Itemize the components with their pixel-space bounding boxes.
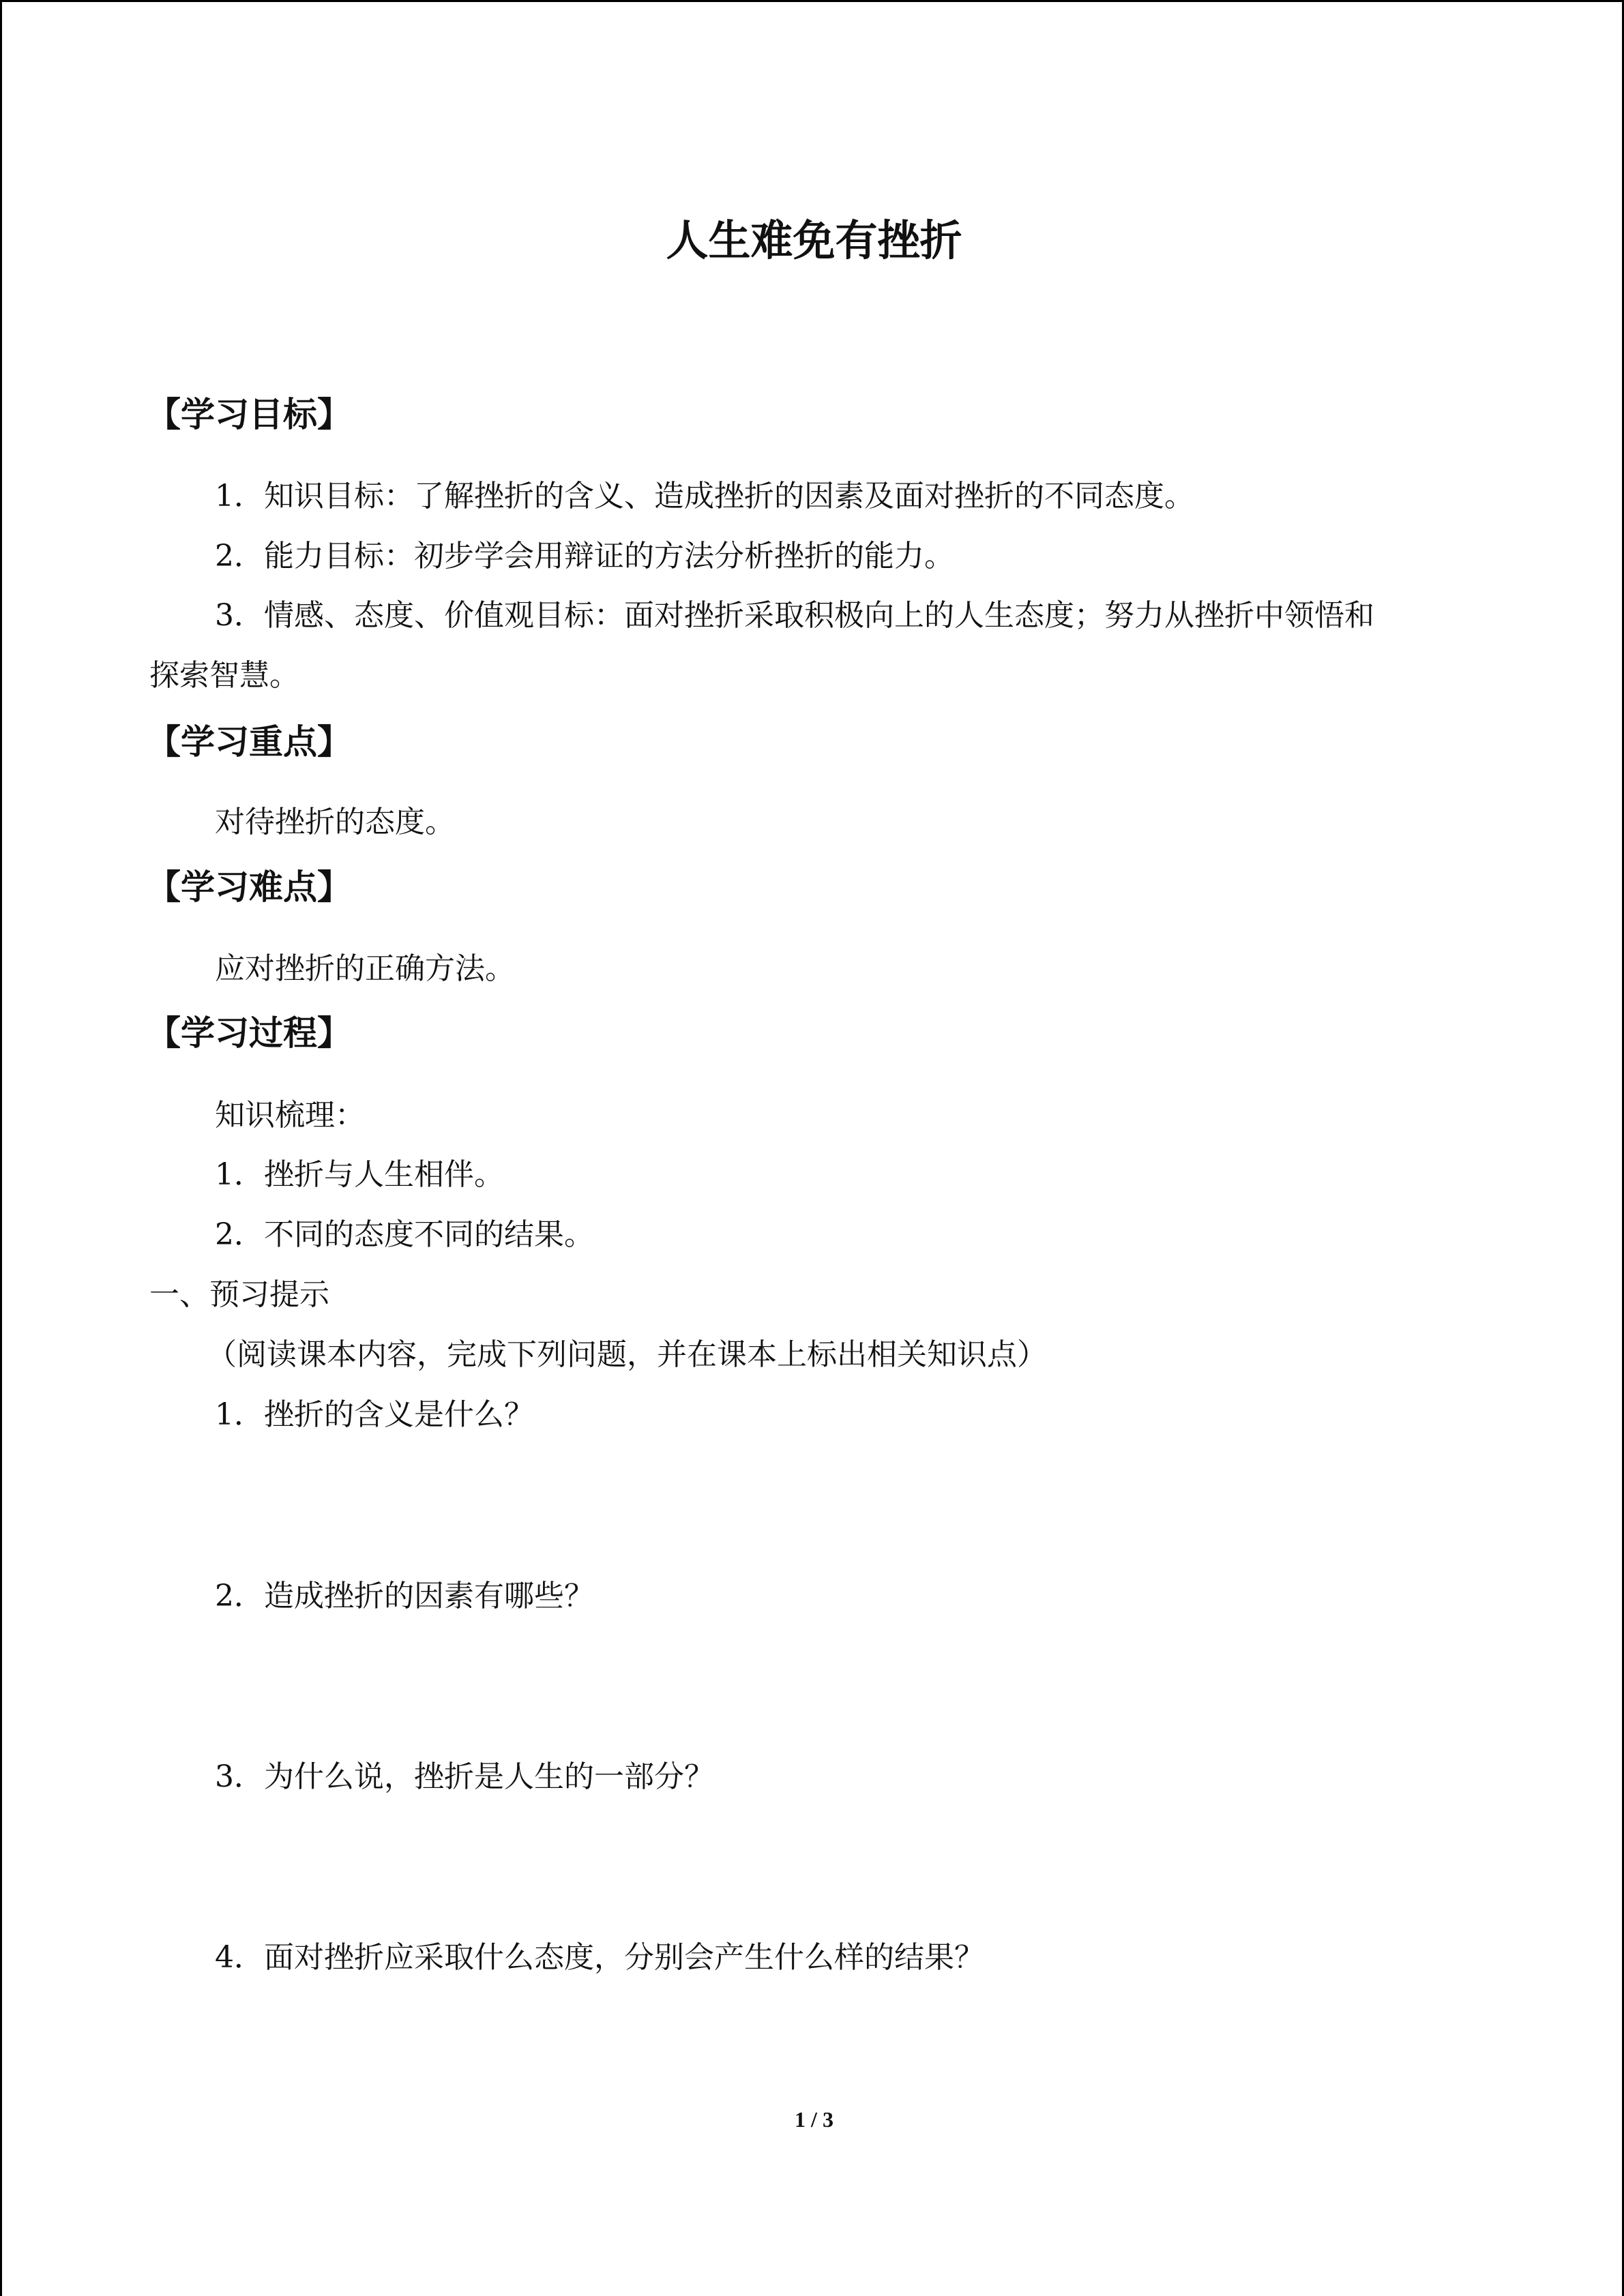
goal-item: 1．知识目标：了解挫折的含义、造成挫折的因素及面对挫折的不同态度。	[215, 479, 1194, 513]
process-item: 1．挫折与人生相伴。	[215, 1157, 504, 1192]
process-intro: 知识梳理：	[215, 1098, 365, 1133]
page-indicator: 1 / 3	[795, 2107, 833, 2132]
page-title: 人生难免有挫折	[666, 215, 962, 265]
preview-heading: 一、预习提示	[149, 1277, 329, 1312]
goal-item: 2．能力目标：初步学会用辩证的方法分析挫折的能力。	[215, 539, 954, 573]
preview-question: 3．为什么说，挫折是人生的一部分？	[215, 1759, 714, 1794]
preview-question: 2．造成挫折的因素有哪些？	[215, 1579, 594, 1613]
preview-question: 1．挫折的含义是什么？	[215, 1397, 534, 1432]
process-item: 2．不同的态度不同的结果。	[215, 1217, 594, 1252]
difficulties-text: 应对挫折的正确方法。	[215, 951, 515, 986]
preview-question: 4．面对挫折应采取什么态度，分别会产生什么样的结果？	[215, 1940, 984, 1975]
heading-difficulties: 【学习难点】	[147, 867, 351, 907]
heading-learning-goals: 【学习目标】	[147, 395, 351, 434]
key-points-text: 对待挫折的态度。	[215, 805, 455, 839]
preview-instruction: （阅读课本内容，完成下列问题，并在课本上标出相关知识点）	[207, 1337, 1047, 1372]
goal-item: 3．情感、态度、价值观目标：面对挫折采取积极向上的人生态度；努力从挫折中领悟和	[215, 598, 1374, 633]
goal-item-continuation: 探索智慧。	[149, 658, 299, 693]
heading-key-points: 【学习重点】	[147, 722, 351, 762]
heading-learning-process: 【学习过程】	[147, 1013, 351, 1053]
